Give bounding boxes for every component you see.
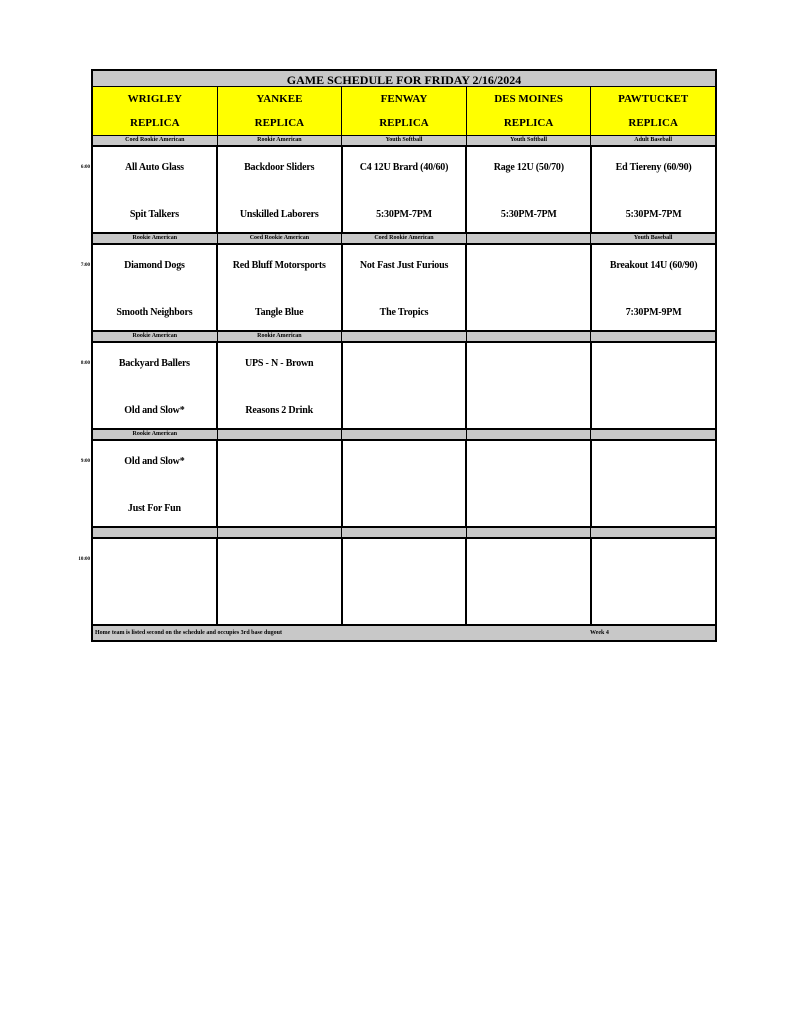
time-label: 9:00 [80,459,90,464]
game-cell [467,147,592,234]
team-bottom: 7:30PM-9PM [625,307,682,318]
team-top: UPS - N - Brown [244,358,314,369]
category-cell [591,528,715,539]
team-top: Red Bluff Motorsports [232,260,326,271]
category-cell [467,528,592,539]
field-sub: REPLICA [130,117,180,129]
team-bottom: Reasons 2 Drink [245,405,313,416]
team-top: Rage 12U (50/70) [493,162,564,173]
field-name: PAWTUCKET [618,93,689,105]
category-cell: Youth Softball [467,136,592,147]
game-cell [343,441,468,528]
category-cell [467,234,592,245]
game-cell [343,343,468,430]
week-label: Week 4 [590,630,609,636]
game-cell [93,147,218,234]
game-cell [93,245,218,332]
game-cell [93,441,218,528]
time-slot-row [80,245,717,332]
time-slot-row [80,343,717,430]
game-cell [93,539,218,626]
game-cell [467,539,592,626]
time-label: 6:00 [80,165,90,170]
game-cell [343,147,468,234]
category-cell: Rookie American [218,136,343,147]
schedule-title: GAME SCHEDULE FOR FRIDAY 2/16/2024 [91,69,717,87]
team-top: C4 12U Brard (40/60) [359,162,449,173]
field-sub: REPLICA [379,117,429,129]
team-bottom: Just For Fun [127,503,181,514]
category-cell: Rookie American [93,234,218,245]
game-cell [343,539,468,626]
category-row [91,234,717,245]
team-top: All Auto Glass [124,162,184,173]
category-cell [93,528,218,539]
category-cell: Rookie American [93,332,218,343]
time-label: 10:00 [78,557,90,562]
team-top: Backyard Ballers [118,358,190,369]
category-cell [591,430,715,441]
team-top: Not Fast Just Furious [359,260,449,271]
field-header-row [91,87,717,136]
game-cell [218,441,343,528]
team-top: Ed Tiereny (60/90) [615,162,692,173]
game-cell [467,343,592,430]
schedule-sheet [78,69,717,642]
team-top: Diamond Dogs [124,260,185,271]
field-name: WRIGLEY [127,93,182,105]
game-cell [218,245,343,332]
category-cell [218,430,343,441]
game-cell [343,245,468,332]
game-cell [218,343,343,430]
team-bottom: Old and Slow* [124,405,185,416]
team-bottom: 5:30PM-7PM [376,209,432,220]
field-sub: REPLICA [628,117,678,129]
category-cell: Youth Softball [342,136,467,147]
category-cell [591,332,715,343]
team-bottom: Tangle Blue [255,307,304,318]
category-cell [467,430,592,441]
game-cell [218,147,343,234]
category-cell: Coed Rookie American [93,136,218,147]
game-cell [592,539,715,626]
team-bottom: Spit Talkers [129,209,179,220]
field-header-wrigley [93,87,218,136]
field-name: FENWAY [380,93,428,105]
time-slot-row [80,147,717,234]
category-cell: Coed Rookie American [342,234,467,245]
game-cell [93,343,218,430]
time-slot-row [78,539,717,626]
field-sub: REPLICA [254,117,305,129]
field-header-des-moines [467,87,592,136]
game-cell [218,539,343,626]
field-name: DES MOINES [494,93,563,105]
game-cell [592,343,715,430]
field-name: YANKEE [256,93,303,105]
team-bottom: The Tropics [379,307,429,318]
field-header-fenway [342,87,467,136]
category-cell [342,430,467,441]
field-header-pawtucket [591,87,715,136]
category-row [91,528,717,539]
team-bottom: Unskilled Laborers [239,209,319,220]
time-label: 7:00 [80,263,90,268]
game-cell [592,147,715,234]
field-header-yankee [218,87,343,136]
category-cell: Rookie American [93,430,218,441]
game-cell [467,245,592,332]
category-cell [342,528,467,539]
category-row [91,136,717,147]
game-cell [467,441,592,528]
category-row [91,430,717,441]
team-bottom: Smooth Neighbors [116,307,193,318]
field-sub: REPLICA [503,117,554,129]
schedule-footer [91,626,717,642]
game-cell [592,441,715,528]
game-cell [592,245,715,332]
footer-note: Home team is listed second on the schedule and occupies 3rd base dugout [95,630,283,636]
team-bottom: 5:30PM-7PM [625,209,682,220]
category-row [91,332,717,343]
time-label: 8:00 [80,361,90,366]
time-slot-row [80,441,717,528]
category-cell: Rookie American [218,332,343,343]
category-cell [218,528,343,539]
category-cell [467,332,592,343]
category-cell: Coed Rookie American [218,234,343,245]
team-top: Breakout 14U (60/90) [609,260,698,271]
team-top: Old and Slow* [124,456,185,467]
category-cell: Adult Baseball [591,136,715,147]
team-top: Backdoor Sliders [244,162,315,173]
category-cell: Youth Baseball [591,234,715,245]
team-bottom: 5:30PM-7PM [500,209,557,220]
category-cell [342,332,467,343]
